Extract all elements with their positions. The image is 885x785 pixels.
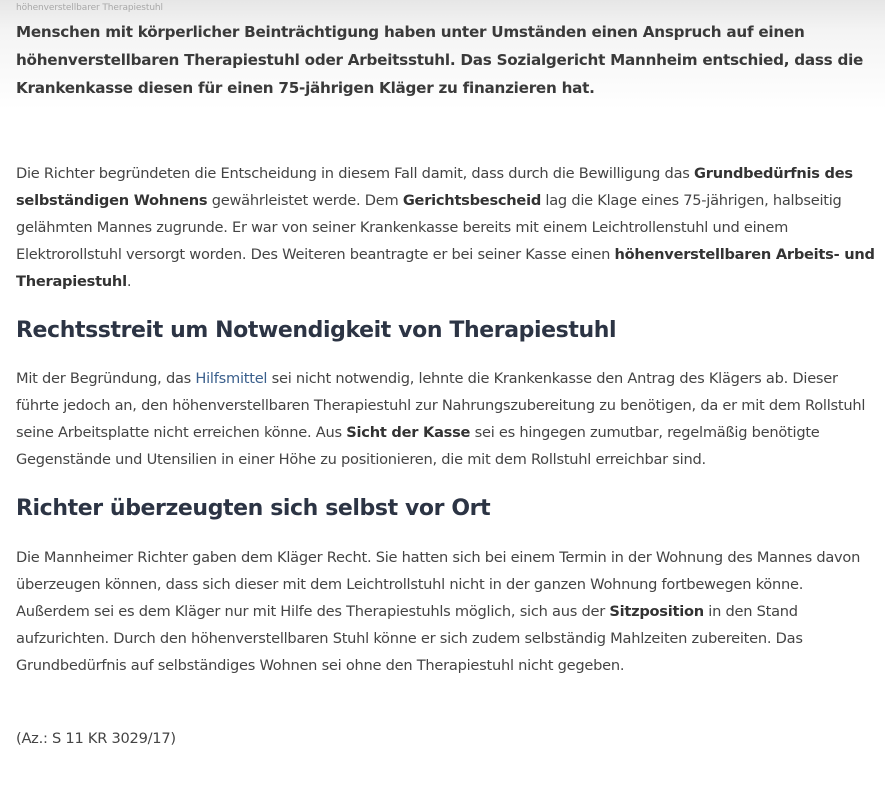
section-heading-rechtsstreit: Rechtsstreit um Notwendigkeit von Therapiestuhl	[16, 318, 617, 343]
lead-text: Menschen mit körperlicher Beinträchtigung haben unter Umständen einen Anspruch auf einen höhenverstellbaren Therapiestuhl oder Arbeitsstuhl. Das Sozialgericht Mannheim entschied, dass die Krankenkasse diesen für einen 75-jährigen Kläger zu finanzieren hat.	[16, 23, 864, 97]
case-reference: (Az.: S 11 KR 3029/17)	[16, 730, 176, 747]
article-body	[16, 18, 876, 752]
text: gewährleistet werde. Dem	[207, 192, 403, 209]
paragraph-rechtsstreit	[16, 365, 876, 473]
text: Die Richter begründeten die Entscheidung in diesem Fall damit, dass durch die Bewilligung das	[16, 165, 695, 182]
image-caption: höhenverstellbarer Therapiestuhl	[16, 3, 163, 13]
section-heading-richter: Richter überzeugten sich selbst vor Ort	[16, 496, 491, 521]
text: in den Stand aufzurichten. Durch den höhenverstellbaren Stuhl könne er sich zudem selbständig Mahlzeiten zubereiten. Das Grundbedürfnis auf selbständiges Wohnen sei ohne den Therapiestuhl nicht gegeben.	[16, 603, 803, 674]
text: Mit der Begründung, das	[16, 370, 196, 387]
paragraph-decision	[16, 160, 876, 295]
link-hilfsmittel[interactable]: Hilfsmittel	[195, 370, 268, 387]
bold-grundbeduerfnis: Grundbedürfnis des selbständigen Wohnens	[16, 165, 853, 209]
bold-sitzposition: Sitzposition	[609, 603, 704, 620]
text: sei nicht notwendig, lehnte die Krankenkasse den Antrag des Klägers ab. Dieser führte jedoch an, den höhenverstellbaren Therapiestuhl zur Nahrungszubereitung zu benötigen, da er mit dem Rollstuhl seine Arbeitsplatte nicht erreichen könne. Aus	[16, 370, 866, 441]
text: Die Mannheimer Richter gaben dem Kläger Recht. Sie hatten sich bei einem Termin in der Wohnung des Mannes davon überzeugen können, dass sich dieser mit dem Leichtrollstuhl nicht in der ganzen Wohnung fortbewegen könne. Außerdem sei es dem Kläger nur mit Hilfe des Therapiestuhls möglich, sich aus der	[16, 549, 861, 620]
paragraph-richter	[16, 544, 876, 679]
bold-gerichtsbescheid: Gerichtsbescheid	[402, 192, 542, 209]
bold-sicht-der-kasse: Sicht der Kasse	[346, 424, 471, 441]
article-lead	[16, 18, 876, 102]
text: .	[126, 273, 132, 290]
bold-therapiestuhl: höhenverstellbaren Arbeits- und Therapiestuhl	[16, 246, 875, 290]
text: sei es hingegen zumutbar, regelmäßig benötigte Gegenstände und Utensilien in einer Höhe zu positionieren, die mit dem Rollstuhl erreichbar sind.	[16, 424, 820, 468]
text: lag die Klage eines 75-jährigen, halbseitig gelähmten Mannes zugrunde. Er war von seiner Krankenkasse bereits mit einem Leichtrollenstuhl und einem Elektrorollstuhl versorgt worden. Des Weiteren beantragte er bei seiner Kasse einen	[16, 192, 842, 263]
